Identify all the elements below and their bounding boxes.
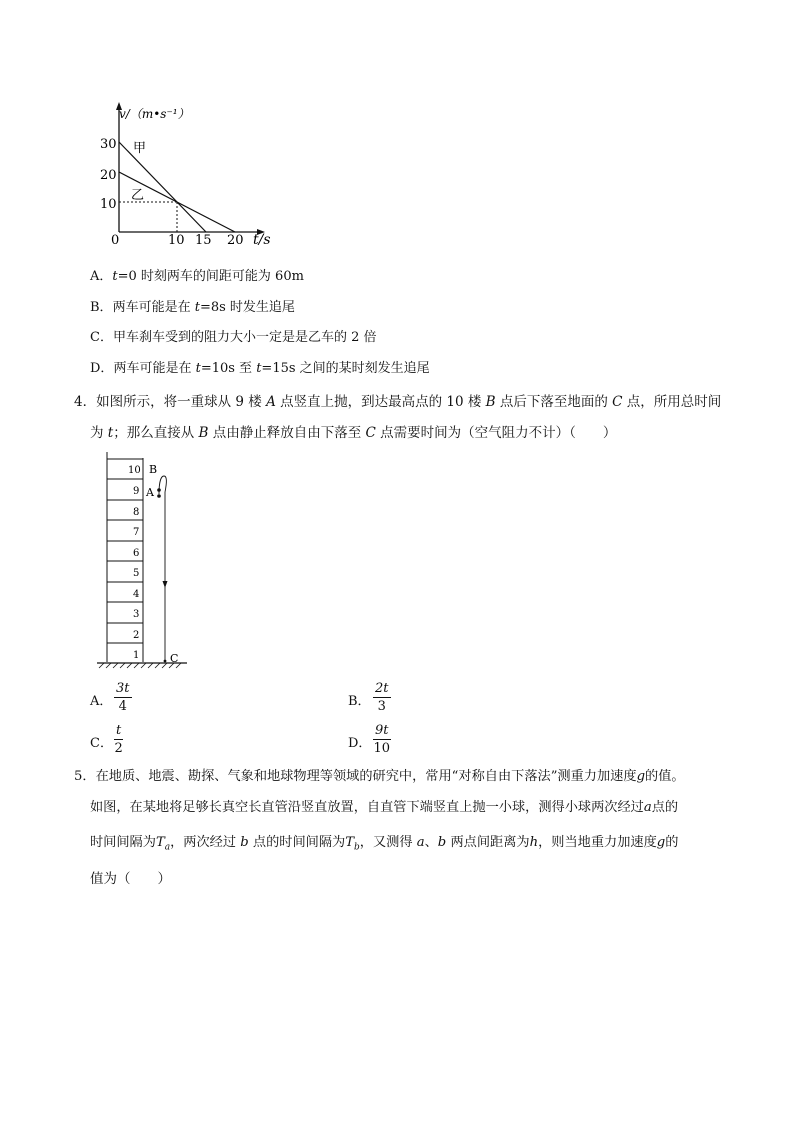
q4-option-d-letter: D． xyxy=(348,736,372,751)
x-tick-0: 0 xyxy=(111,233,120,248)
building-figure xyxy=(95,452,195,674)
q3-option-a: A．t=0 时刻两车的间距可能为 60m xyxy=(90,269,304,284)
label-A: A xyxy=(146,486,154,499)
y-axis-label: v/（m•s⁻¹） xyxy=(119,107,190,121)
floor-7: 7 xyxy=(133,527,140,538)
q4-option-a-letter: A． xyxy=(90,694,113,709)
q3-option-c: C．甲车刹车受到的阻力大小一定是是乙车的 2 倍 xyxy=(90,330,377,345)
label-yi: 乙 xyxy=(131,188,145,203)
floor-6: 6 xyxy=(133,548,140,559)
q4-option-c-fraction: $\frac{t}{2}$ xyxy=(114,723,123,756)
y-tick-20: 20 xyxy=(100,168,117,183)
label-B: B xyxy=(149,463,158,476)
x-tick-10: 10 xyxy=(168,233,185,248)
floor-3: 3 xyxy=(133,609,140,620)
label-jia: 甲 xyxy=(133,141,147,156)
ball-upper xyxy=(157,488,161,492)
y-tick-30: 30 xyxy=(100,137,117,152)
q4-option-a-fraction: $\frac{3t}{4}$ xyxy=(116,681,130,714)
q5-line1: 5．在地质、地震、勘探、气象和地球物理等领域的研究中，常用“对称自由下落法”测重力加速度g的值。 xyxy=(74,769,685,784)
q3-option-b: B．两车可能是在 t=8s 时发生追尾 xyxy=(90,300,295,315)
floor-8: 8 xyxy=(133,507,140,518)
label-C: C xyxy=(170,652,179,665)
q4-option-c-letter: C． xyxy=(90,736,113,751)
floor-9: 9 xyxy=(133,486,140,497)
trajectory-arrow xyxy=(163,581,168,588)
q5-line2: 如图，在某地将足够长真空长直管沿竖直放置，自直管下端竖直上抛一小球，测得小球两次经过a点的 xyxy=(90,800,679,815)
y-tick-10: 10 xyxy=(100,197,117,212)
point-c xyxy=(164,660,167,663)
q4-option-b-letter: B． xyxy=(348,694,371,709)
q5-line3: 时间间隔为$T_a$，两次经过 b 点的时间间隔为$T_b$，又测得 a、b 两点间距离为h，则当地重力加速度g的 xyxy=(90,835,679,853)
ground-hatch xyxy=(99,663,181,668)
q4-stem-line1: 4．如图所示，将一重球从 9 楼 A 点竖直上抛，到达最高点的 10 楼 B 点后下落至地面的 C 点，所用总时间 xyxy=(74,394,722,410)
q4-option-d-fraction: $\frac{9t}{10}$ xyxy=(373,723,391,756)
vt-graph xyxy=(95,98,285,248)
floor-4: 4 xyxy=(133,589,140,600)
q4-option-b-fraction: $\frac{2t}{3}$ xyxy=(375,681,389,714)
ball-lower xyxy=(157,494,161,498)
floor-5: 5 xyxy=(133,568,140,579)
q5-line4: 值为（ ） xyxy=(90,871,171,887)
floor-2: 2 xyxy=(133,630,140,641)
floor-10: 10 xyxy=(128,465,141,476)
x-axis-label: t/s xyxy=(253,232,271,248)
x-tick-15: 15 xyxy=(195,233,212,248)
q3-option-d: D．两车可能是在 t=10s 至 t=15s 之间的某时刻发生追尾 xyxy=(90,361,430,376)
floor-1: 1 xyxy=(133,650,140,661)
q4-stem-line2: 为 t；那么直接从 B 点由静止释放自由下落至 C 点需要时间为（空气阻力不计）（ ） xyxy=(90,425,617,441)
x-tick-20: 20 xyxy=(227,233,244,248)
